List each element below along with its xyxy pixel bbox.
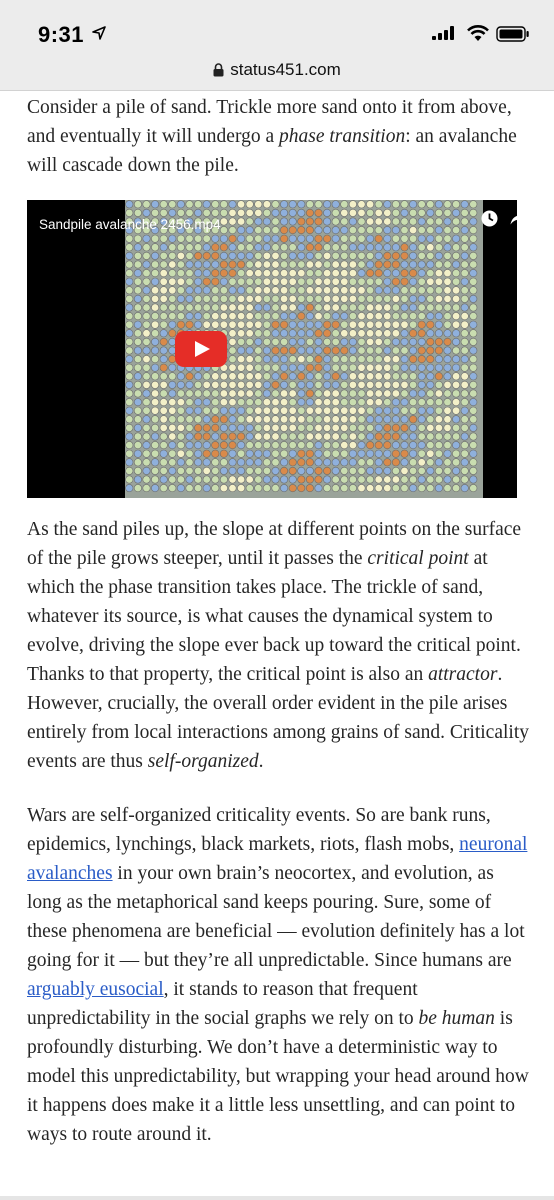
play-button-icon[interactable] <box>175 331 227 367</box>
url-text: status451.com <box>230 60 341 79</box>
video-title[interactable]: Sandpile avalanche 2456.mp4 <box>39 217 221 232</box>
clock-time: 9:31 <box>38 22 85 47</box>
paragraph-critical-point: As the sand piles up, the slope at different points on the surface of the pile grows steeper, until it passes the critical point at which the phase transition takes place. The trickle of sand, whatever its source, is what causes the dynamical system to evolve, driving the slope ever back up toward the critical point. Thanks to that property, the critical point is also an attractor. However, crucially, the overall order evident in the pile arises entirely from local interactions among grains of sand. Criticality events are thus self-organized. <box>27 519 529 772</box>
location-arrow-icon <box>92 26 106 40</box>
paragraph-wars: Wars are self-organized criticality events. So are bank runs, epidemics, lynchings, black markets, riots, flash mobs, neuronal avalanches in your own brain’s neocortex, and evolution, as long as the metaphorical sand keeps pouring. Sure, some of these phenomena are beneficial — evolution definitely has a lot going for it — but they’re all unpredictable. Since humans are arguably eusocial, it stands to reason that frequent unpredictability in the social graphs we rely on to be human is profoundly disturbing. We don’t have a deterministic way to model this unpredictability, but wrapping your head around how it happens does make it a little less unsettling, and can point to ways to route around it. <box>27 805 529 1145</box>
link-arguably-eusocial[interactable]: arguably eusocial <box>27 979 164 1000</box>
signal-bars-icon <box>432 26 458 40</box>
wifi-icon <box>466 24 490 42</box>
clock-icon[interactable] <box>481 210 498 227</box>
address-bar[interactable] <box>0 60 554 80</box>
share-arrow-icon[interactable] <box>510 211 517 225</box>
link-neuronal-avalanches[interactable]: neuronal avalanches <box>27 834 528 884</box>
lock-icon <box>213 63 224 77</box>
browser-toolbar-edge <box>0 1196 554 1200</box>
article-body <box>27 93 532 1149</box>
paragraph-sandpile: Consider a pile of sand. Trickle more sand onto it from above, and eventually it will undergo a phase transition: an avalanche will cascade down the pile. <box>27 97 517 176</box>
video-embed[interactable] <box>27 200 517 498</box>
status-bar <box>0 0 554 91</box>
battery-icon <box>496 26 530 42</box>
